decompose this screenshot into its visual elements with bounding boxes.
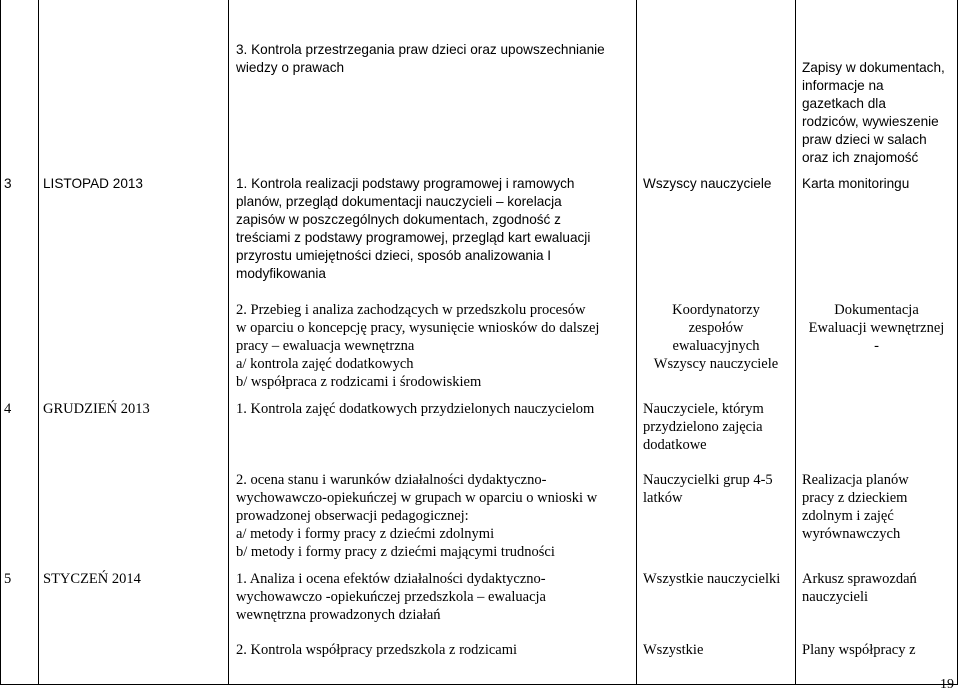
documentation-text: Dokumentacja Ewaluacji wewnętrznej - (808, 302, 945, 354)
responsible-text: Nauczycielki grup 4-5 latków (643, 472, 773, 506)
row-number: 5 (4, 571, 12, 587)
row-number: 3 (4, 176, 12, 191)
responsible-text: Wszystkie (643, 642, 704, 658)
task-text: 2. Przebieg i analiza zachodzących w przedszkolu procesów w oparciu o koncepcję pracy, wysunięcie wniosków do dalszej pracy – ewaluacja wewnętrzna a/ kontrola zajęć dodatkowych b/ współpraca z rodzicami i środowiskiem (236, 302, 600, 390)
table-border-right (957, 0, 958, 685)
table-border-bottom (0, 684, 958, 685)
month-label: GRUDZIEŃ 2013 (43, 401, 150, 417)
documentation-text: Karta monitoringu (802, 176, 910, 191)
documentation-text: Realizacja planów pracy z dzieckiem zdolnym i zajęć wyrównawczych (802, 472, 909, 542)
month-label: STYCZEŃ 2014 (43, 571, 141, 587)
column-divider-tasks (228, 0, 229, 685)
task-text: 1. Analiza i ocena efektów działalności dydaktyczno- wychowawczo -opiekuńczej przedszkola – ewaluacja wewnętrzna prowadzonych działań (236, 571, 546, 623)
table-border-left (0, 0, 1, 685)
responsible-text: Koordynatorzy zespołów ewaluacyjnych Wszyscy nauczyciele (653, 302, 779, 372)
responsible-text: Nauczyciele, którym przydzielono zajęcia dodatkowe (643, 401, 764, 453)
documentation-text: Plany współpracy z (802, 642, 916, 658)
task-text: 1. Kontrola realizacji podstawy programowej i ramowych planów, przegląd dokumentacji nauczycieli – korelacja zapisów w poszczególnych dokumentach, zgodność z treściami z podstawy programowej, przegląd kart ewaluacji przyrostu umiejętności dzieci, sposób analizowania I modyfikowania (236, 176, 591, 281)
documentation-text: Zapisy w dokumentach, informacje na gazetkach dla rodziców, wywieszenie praw dzieci w salach oraz ich znajomość (802, 60, 945, 165)
task-text: 2. ocena stanu i warunków działalności dydaktyczno- wychowawczo-opiekuńczej w grupach w oparciu o wnioski w prowadzonej obserwacji pedagogicznej: a/ metody i formy pracy z dziećmi zdolnymi b/ metody i formy pracy z dziećmi mającymi trudności (236, 472, 598, 560)
column-divider-month (38, 0, 39, 685)
task-text: 2. Kontrola współpracy przedszkola z rodzicami (236, 642, 518, 658)
responsible-text: Wszyscy nauczyciele (643, 176, 772, 191)
row-number: 4 (4, 401, 12, 417)
page-number: 19 (940, 677, 954, 692)
task-text: 1. Kontrola zajęć dodatkowych przydzielonych nauczycielom (236, 401, 595, 417)
responsible-text: Wszystkie nauczycielki (643, 571, 781, 587)
documentation-text: Arkusz sprawozdań nauczycieli (802, 571, 917, 605)
month-label: LISTOPAD 2013 (43, 176, 143, 191)
task-text: 3. Kontrola przestrzegania praw dzieci oraz upowszechnianie wiedzy o prawach (236, 42, 605, 75)
